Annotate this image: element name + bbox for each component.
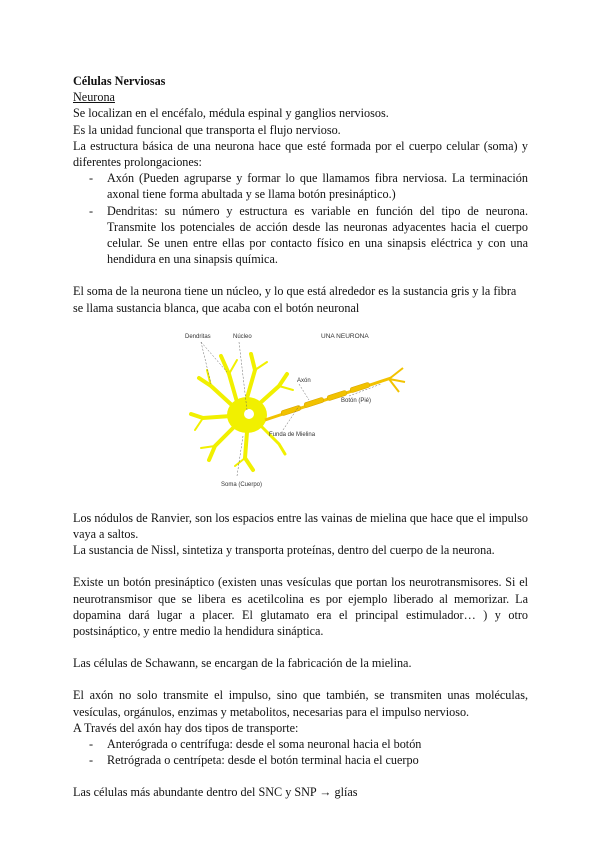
dash-bullet: - <box>89 737 94 752</box>
prolongaciones-list <box>73 170 528 267</box>
intro-line: Se localizan en el encéfalo, médula espinal y ganglios nerviosos. <box>73 106 389 121</box>
neuron-figure <box>73 326 528 502</box>
boton-paragraph: Existe un botón presináptico (existen unas vesículas que portan los neurotransmisores. Si el neurotransmisor que se libera es acetilcolina es por ejemplo liberado al memorizar. La dopamina dará lugar a placer. El glutamato era el principal estimulador… ) y otro postsináptico, y entre medio la hendidura sináptica. <box>73 575 528 639</box>
label-nucleo: Núcleo <box>233 333 252 340</box>
intro-line: Es la unidad funcional que transporta el flujo nervioso. <box>73 122 341 137</box>
spacer <box>73 267 528 283</box>
axon-paragraph: El axón no solo transmite el impulso, sino que también, se transmiten unas moléculas, vesículas, orgánulos, enzimas y metabolitos, necesarias para el impulso nervioso. <box>73 688 528 719</box>
list-item <box>73 736 528 752</box>
section-subtitle: Neurona <box>73 90 115 105</box>
list-item-text: Retrógrada o centrípeta: desde el botón terminal hacia el cuerpo <box>107 753 419 768</box>
list-item-text: Dendritas: su número y estructura es variable en función del tipo de neurona. Transmite los potenciales de acción desde las neuronas adyacentes hacia el cuerpo celular. Se unen entre ellas por contacto físico en una sinapsis eléctrica y con una hendidura en una sinapsis química. <box>107 203 528 267</box>
list-item-text: Anterógrada o centrífuga: desde el soma neuronal hacia el botón <box>107 737 422 752</box>
glias-line: Las células más abundante dentro del SNC y SNP → glías <box>73 785 358 800</box>
dash-bullet: - <box>89 753 94 768</box>
list-item <box>73 752 528 768</box>
list-item-text: Axón (Pueden agruparse y formar lo que llamamos fibra nerviosa. La terminación axonal tiene forma abultada y se llama botón presináptico.) <box>107 171 528 202</box>
transport-intro: A Través del axón hay dos tipos de transporte: <box>73 720 299 735</box>
document-content <box>73 73 528 801</box>
dash-bullet: - <box>89 171 94 186</box>
label-dendritas: Dendritas <box>185 333 211 340</box>
figure-heading: UNA NEURONA <box>321 332 369 340</box>
list-item <box>73 203 528 268</box>
intro-line: La estructura básica de una neurona hace que esté formada por el cuerpo celular (soma) y diferentes prolongaciones: <box>73 138 528 170</box>
schwann-paragraph: Las células de Schawann, se encargan de la fabricación de la mielina. <box>73 656 412 671</box>
list-item <box>73 170 528 202</box>
spacer <box>73 671 528 687</box>
axon-terminal <box>389 368 405 392</box>
dash-bullet: - <box>89 203 94 218</box>
soma-paragraph: El soma de la neurona tiene un núcleo, y lo que está alrededor es la sustancia gris y la fibra se llama sustancia blanca, que acaba con el botón neuronal <box>73 284 517 315</box>
nissl-paragraph: La sustancia de Nissl, sintetiza y transporta proteínas, dentro del cuerpo de la neurona. <box>73 543 495 558</box>
spacer <box>73 639 528 655</box>
ranvier-paragraph: Los nódulos de Ranvier, son los espacios entre las vainas de mielina que hace que el impulso vaya a saltos. <box>73 510 528 542</box>
document-title: Células Nerviosas <box>73 74 166 88</box>
spacer <box>73 558 528 574</box>
spacer <box>73 768 528 784</box>
label-soma: Soma (Cuerpo) <box>221 481 263 488</box>
nucleus <box>244 409 254 419</box>
transport-list <box>73 736 528 768</box>
label-axon: Axón <box>297 377 311 384</box>
label-boton: Botón (Pié) <box>341 397 372 404</box>
label-funda-mielina: Funda de Mielina <box>269 431 316 438</box>
neuron-diagram <box>181 326 411 502</box>
